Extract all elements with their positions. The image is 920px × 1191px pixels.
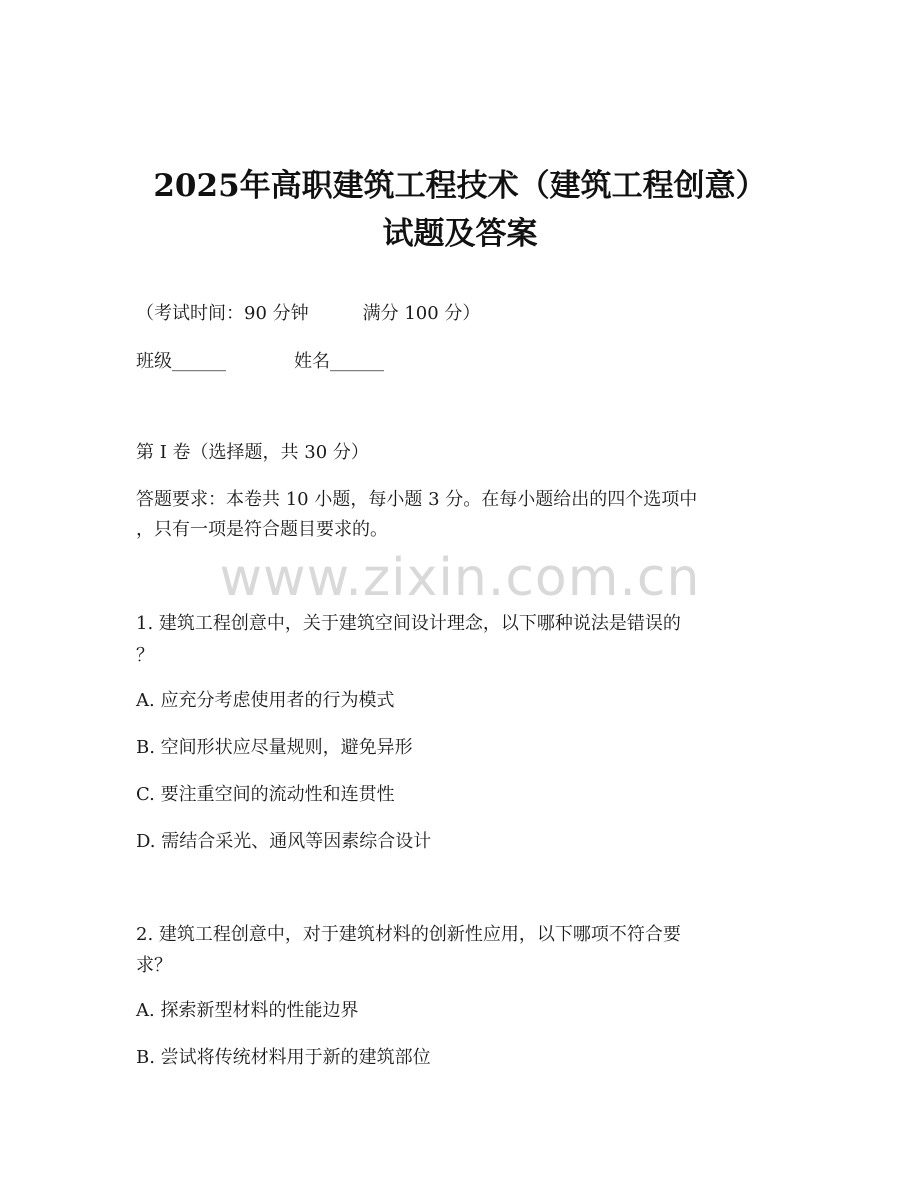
question-stem: 2. 建筑工程创意中，对于建筑材料的创新性应用，以下哪项不符合要	[136, 924, 681, 945]
option-b: B. 空间形状应尽量规则，避免异形	[136, 737, 413, 758]
name-field: 姓名______	[294, 351, 384, 372]
option-a: A. 探索新型材料的性能边界	[136, 1000, 359, 1021]
section-title: 第 I 卷（选择题，共 30 分）	[136, 442, 369, 463]
document-title-line1: 2025年高职建筑工程技术（建筑工程创意）	[153, 168, 767, 204]
question-stem-cont: 求？	[136, 955, 172, 976]
option-c: C. 要注重空间的流动性和连贯性	[136, 784, 395, 805]
instructions-line2: ，只有一项是符合题目要求的。	[136, 519, 388, 540]
instructions-line1: 答题要求：本卷共 10 小题，每小题 3 分。在每小题给出的四个选项中	[136, 489, 698, 510]
option-d: D. 需结合采光、通风等因素综合设计	[136, 831, 432, 852]
document-title-line2: 试题及答案	[382, 216, 538, 252]
option-a: A. 应充分考虑使用者的行为模式	[136, 690, 395, 711]
option-b: B. 尝试将传统材料用于新的建筑部位	[136, 1047, 431, 1068]
watermark: www.zixin.com.cn	[219, 548, 701, 608]
question-stem: 1. 建筑工程创意中，关于建筑空间设计理念，以下哪种说法是错误的	[136, 613, 681, 634]
class-field: 班级______	[136, 351, 226, 372]
question-stem-cont: ？	[136, 645, 154, 666]
exam-info: （考试时间：90 分钟 满分 100 分）	[136, 303, 481, 324]
